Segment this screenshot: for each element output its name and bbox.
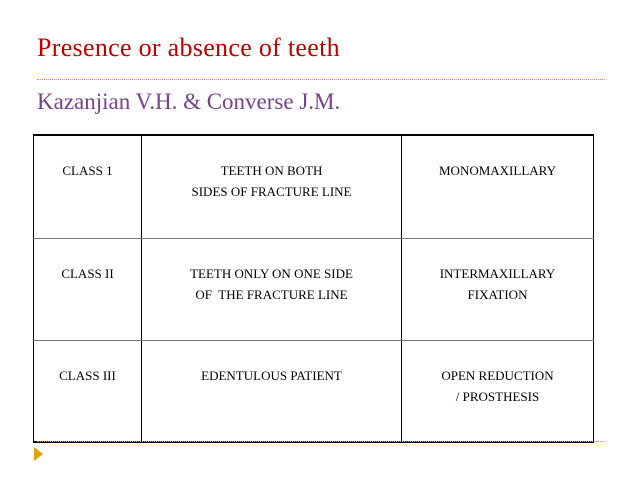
teeth-cell xyxy=(142,340,402,442)
treatment-line: / PROSTHESIS xyxy=(455,388,540,404)
table-row xyxy=(34,340,594,442)
teeth-line: TEETH ONLY ON ONE SIDE xyxy=(190,265,353,281)
treatment-line: OPEN REDUCTION xyxy=(441,367,554,383)
teeth-cell xyxy=(142,135,402,238)
treatment-line: INTERMAXILLARY xyxy=(439,265,556,281)
table-row xyxy=(34,135,594,238)
class-cell xyxy=(34,135,142,238)
class-cell xyxy=(34,340,142,442)
teeth-cell xyxy=(142,238,402,340)
slide-title: Presence or absence of teeth xyxy=(37,33,340,62)
title-divider xyxy=(37,79,605,80)
classification-table xyxy=(33,134,594,443)
teeth-line: SIDES OF FRACTURE LINE xyxy=(191,184,352,199)
class-cell xyxy=(34,238,142,340)
class-label: CLASS 1 xyxy=(62,163,113,178)
treatment-cell xyxy=(402,135,594,238)
teeth-line: EDENTULOUS PATIENT xyxy=(201,367,342,383)
slide-subtitle: Kazanjian V.H. & Converse J.M. xyxy=(37,89,341,114)
bottom-divider xyxy=(37,441,605,442)
table-row xyxy=(34,238,594,340)
treatment-line: MONOMAXILLARY xyxy=(439,163,556,178)
triangle-bullet-icon xyxy=(34,447,43,461)
class-label: CLASS III xyxy=(59,367,116,383)
class-label: CLASS II xyxy=(61,265,114,281)
treatment-line: FIXATION xyxy=(467,286,528,302)
treatment-cell xyxy=(402,340,594,442)
treatment-cell xyxy=(402,238,594,340)
teeth-line: OF THE FRACTURE LINE xyxy=(195,286,348,302)
teeth-line: TEETH ON BOTH xyxy=(220,163,323,178)
